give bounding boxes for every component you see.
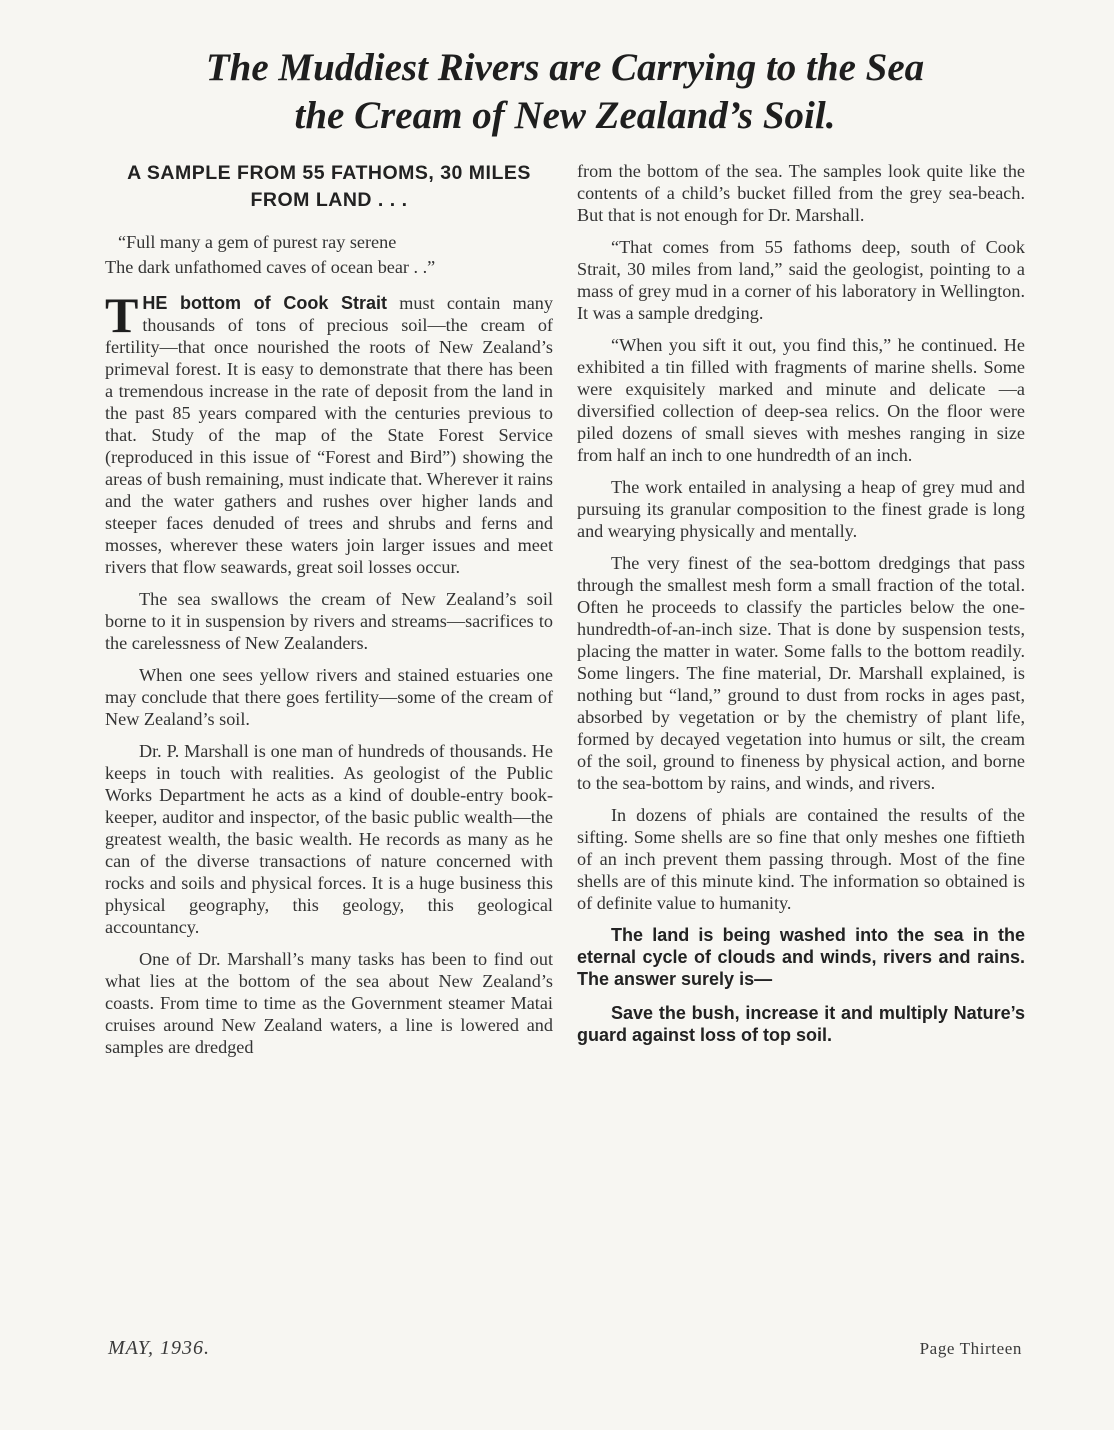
page-title <box>60 44 1070 140</box>
article-paragraph: The very finest of the sea-bottom dredgings that pass through the smallest mesh form a small fraction of the total. Often he proceeds to classify the particles below the one-hundredth-of-an-inch size. That is done by suspension tests, placing the matter in water. Some falls to the bottom readily. Some lingers. The fine material, Dr. Marshall explained, is nothing but “land,” ground to dust from rocks in ages past, absorbed by vegetation or by the chemistry of plant life, formed by decayed vegetation into humus or silt, the cream of the soil, ground to fineness by physical action, and borne to the sea-bottom by rains, and winds, and rivers. <box>577 553 1025 793</box>
page-number: Page Thirteen <box>919 1339 1022 1358</box>
article-paragraph: “When you sift it out, you find this,” he continued. He exhibited a tin filled with fragments of marine shells. Some were exquisitely marked and minute and delicate —a diversified collection of deep-sea relics. On the floor were piled dozens of small sieves with meshes ranging in size from half an inch to one hundredth of an inch. <box>577 335 1025 465</box>
left-column <box>105 160 553 1068</box>
right-column <box>577 160 1025 1058</box>
article-paragraph: In dozens of phials are contained the results of the sifting. Some shells are so fine that only meshes one fiftieth of an inch prevent them passing through. Most of the fine shells are of this minute kind. The information so obtained is of definite value to humanity. <box>577 805 1025 913</box>
article-paragraph: One of Dr. Marshall’s many tasks has been to find out what lies at the bottom of the sea about New Zealand’s coasts. From time to time as the Government steamer Matai cruises around New Zealand waters, a line is lowered and samples are dredged <box>105 949 553 1057</box>
epigraph-line: The dark unfathomed caves of ocean bear . .” <box>105 257 436 277</box>
article-paragraph: When one sees yellow rivers and stained estuaries one may conclude that there goes fertility—some of the cream of New Zealand’s soil. <box>105 665 553 729</box>
epigraph-line: “Full many a gem of purest ray serene <box>118 232 397 252</box>
title-line-1: The Muddiest Rivers are Carrying to the Sea <box>205 46 925 89</box>
article-subheading: A SAMPLE FROM 55 FATHOMS, 30 MILES FROM LAND . . . <box>127 162 531 211</box>
lead-text: must contain many thousands of tons of precious soil—the cream of fertility—that once nourished the roots of New Zealand’s primeval forest. It is easy to demonstrate that there has been a tremendous increase in the rate of deposit from the land in the past 85 years compared with the centuries previous to that. Study of the map of the State Forest Service (reproduced in this issue of “Forest and Bird”) showing the areas of bush remaining, must indicate that. Wherever it rains and the water gathers and rushes over higher lands and steeper faces denuded of trees and shrubs and ferns and mosses, wherever these waters join larger issues and meet rivers that flow seawards, great soil losses occur. <box>105 293 553 577</box>
article-paragraph: Dr. P. Marshall is one man of hundreds of thousands. He keeps in touch with realities. As geologist of the Public Works Department he acts as a kind of double-entry book-keeper, auditor and inspector, of the basic public wealth—the greatest wealth, the basic wealth. He records as many as he can of the diverse transactions of nature concerned with rocks and soils and physical forces. It is a huge business this physical geography, this geology, this geological accountancy. <box>105 741 553 937</box>
article-paragraph: The sea swallows the cream of New Zealand’s soil borne to it in suspension by rivers and streams—sacrifices to the carelessness of New Zealanders. <box>105 589 553 653</box>
title-line-2: the Cream of New Zealand’s Soil. <box>294 94 836 137</box>
lead-paragraph <box>105 287 553 578</box>
lead-bold-text: HE bottom of Cook Strait <box>142 293 388 313</box>
article-paragraph-continued: from the bottom of the sea. The samples look quite like the contents of a child’s bucket filled from the grey sea-beach. But that is not enough for Dr. Marshall. <box>577 161 1025 225</box>
conclusion-paragraph: Save the bush, increase it and multiply Nature’s guard against loss of top soil. <box>577 1003 1025 1045</box>
epigraph <box>105 230 553 280</box>
drop-cap: T <box>105 287 139 343</box>
issue-date: MAY, 1936. <box>108 1337 211 1359</box>
conclusion-paragraph: The land is being washed into the sea in the eternal cycle of clouds and winds, rivers and rains. The answer surely is— <box>577 925 1025 989</box>
article-paragraph: The work entailed in analysing a heap of grey mud and pursuing its granular composition to the finest grade is long and wearying physically and mentally. <box>577 477 1025 541</box>
article-paragraph: “That comes from 55 fathoms deep, south of Cook Strait, 30 miles from land,” said the geologist, pointing to a mass of grey mud in a corner of his laboratory in Wellington. It was a sample dredging. <box>577 237 1025 323</box>
